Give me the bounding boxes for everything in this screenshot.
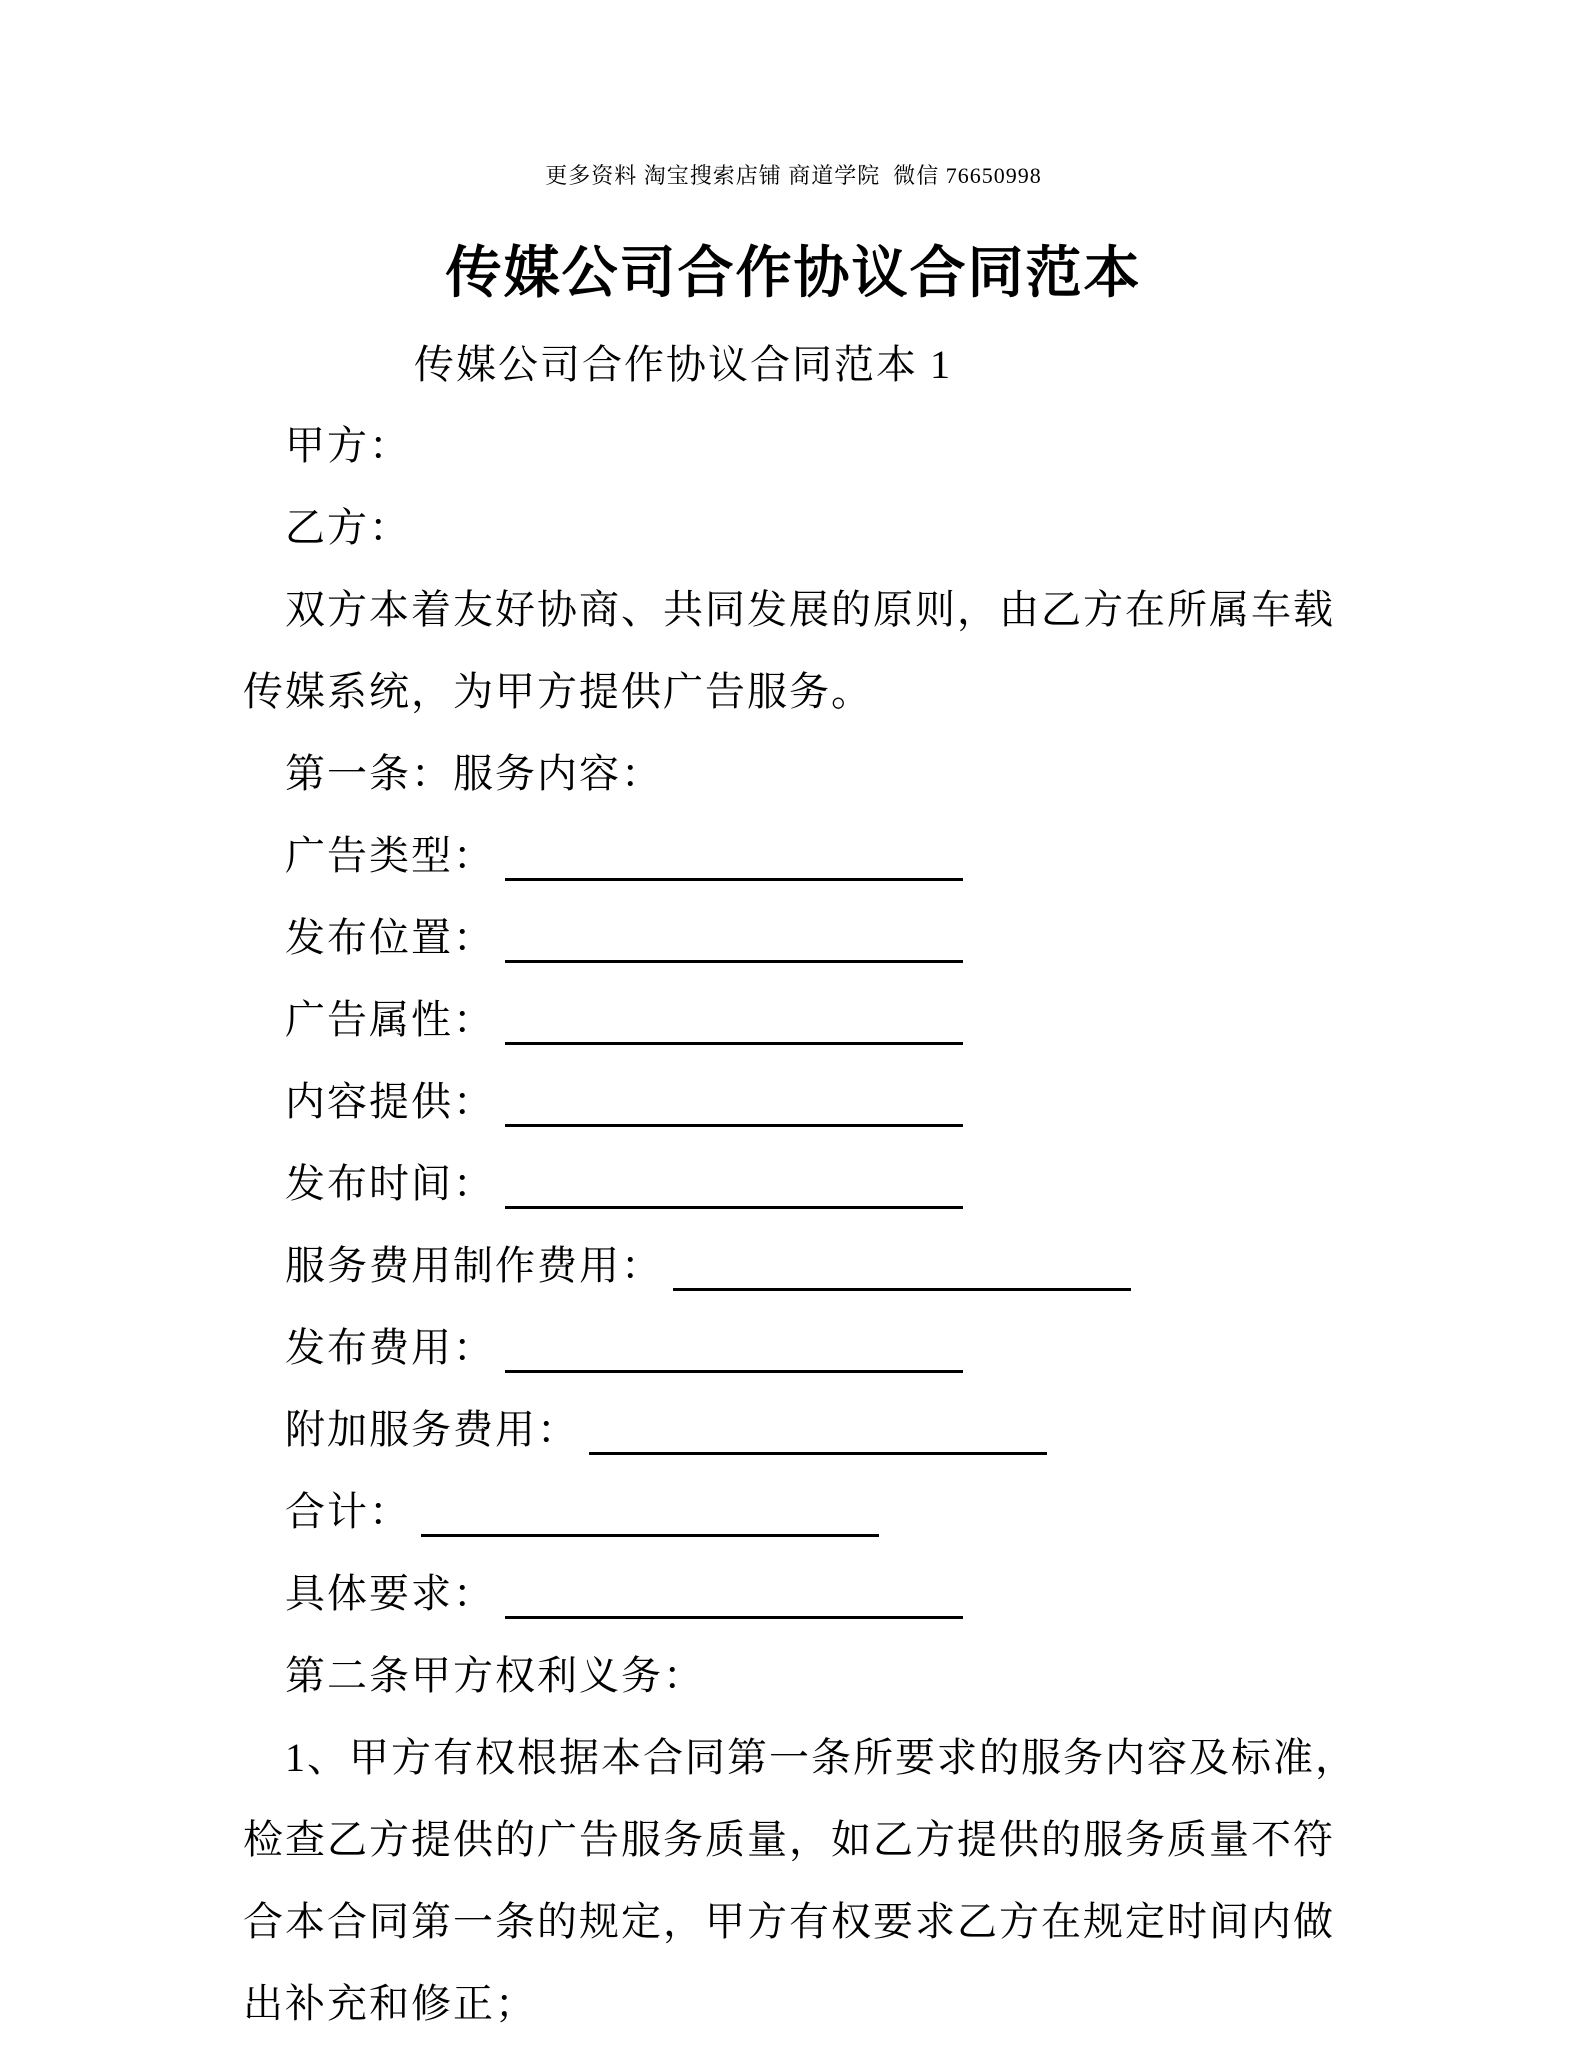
blank-underline: [505, 850, 963, 881]
field-label: 广告类型：: [285, 833, 495, 878]
line-text: 第一条：服务内容：: [285, 751, 663, 796]
blank-underline: [505, 1588, 963, 1619]
form-field-line: [243, 815, 1587, 897]
blank-underline: [589, 1424, 1047, 1455]
field-label: 合计：: [285, 1489, 411, 1534]
form-field-line: [243, 1061, 1587, 1143]
form-field-line: [243, 979, 1587, 1061]
text-line: [243, 569, 1587, 651]
field-label: 发布费用：: [285, 1325, 495, 1370]
blank-underline: [505, 1342, 963, 1373]
text-line: [243, 1717, 1587, 1799]
text-line: [243, 405, 1587, 487]
line-text: 传媒系统，为甲方提供广告服务。: [243, 669, 873, 714]
blank-underline: [421, 1506, 879, 1537]
document-title: 传媒公司合作协议合同范本: [445, 243, 1142, 305]
text-line: [243, 651, 1587, 733]
text-line: [243, 487, 1587, 569]
text-line: [243, 1963, 1587, 2045]
form-field-line: [243, 1553, 1587, 1635]
form-field-line: [243, 1389, 1587, 1471]
document-subtitle: 传媒公司合作协议合同范本 1: [414, 342, 952, 387]
blank-underline: [505, 932, 963, 963]
blank-underline: [505, 1178, 963, 1209]
field-label: 广告属性：: [285, 997, 495, 1042]
line-text: 出补充和修正；: [243, 1981, 537, 2026]
form-field-line: [243, 1225, 1587, 1307]
form-field-line: [243, 1143, 1587, 1225]
text-line: [243, 1635, 1587, 1717]
line-text: 甲方：: [285, 423, 411, 468]
field-label: 服务费用制作费用：: [285, 1243, 663, 1288]
line-text: 第二条甲方权利义务：: [285, 1653, 705, 1698]
document-body: [0, 405, 1587, 2045]
blank-underline: [505, 1014, 963, 1045]
line-text: 检查乙方提供的广告服务质量，如乙方提供的服务质量不符: [243, 1817, 1335, 1862]
line-text: 乙方：: [285, 505, 411, 550]
field-label: 具体要求：: [285, 1571, 495, 1616]
blank-underline: [673, 1260, 1131, 1291]
blank-underline: [505, 1096, 963, 1127]
text-line: [243, 1799, 1587, 1881]
field-label: 发布时间：: [285, 1161, 495, 1206]
text-line: [243, 733, 1587, 815]
field-label: 发布位置：: [285, 915, 495, 960]
field-label: 附加服务费用：: [285, 1407, 579, 1452]
line-text: 1、甲方有权根据本合同第一条所要求的服务内容及标准，: [285, 1735, 1357, 1780]
line-text: 双方本着友好协商、共同发展的原则，由乙方在所属车载: [285, 587, 1335, 632]
line-text: 合本合同第一条的规定，甲方有权要求乙方在规定时间内做: [243, 1899, 1335, 1944]
field-label: 内容提供：: [285, 1079, 495, 1124]
form-field-line: [243, 897, 1587, 979]
text-line: [243, 1881, 1587, 1963]
form-field-line: [243, 1307, 1587, 1389]
header-note: 更多资料 淘宝搜索店铺 商道学院 微信 76650998: [545, 163, 1042, 188]
form-field-line: [243, 1471, 1587, 1553]
